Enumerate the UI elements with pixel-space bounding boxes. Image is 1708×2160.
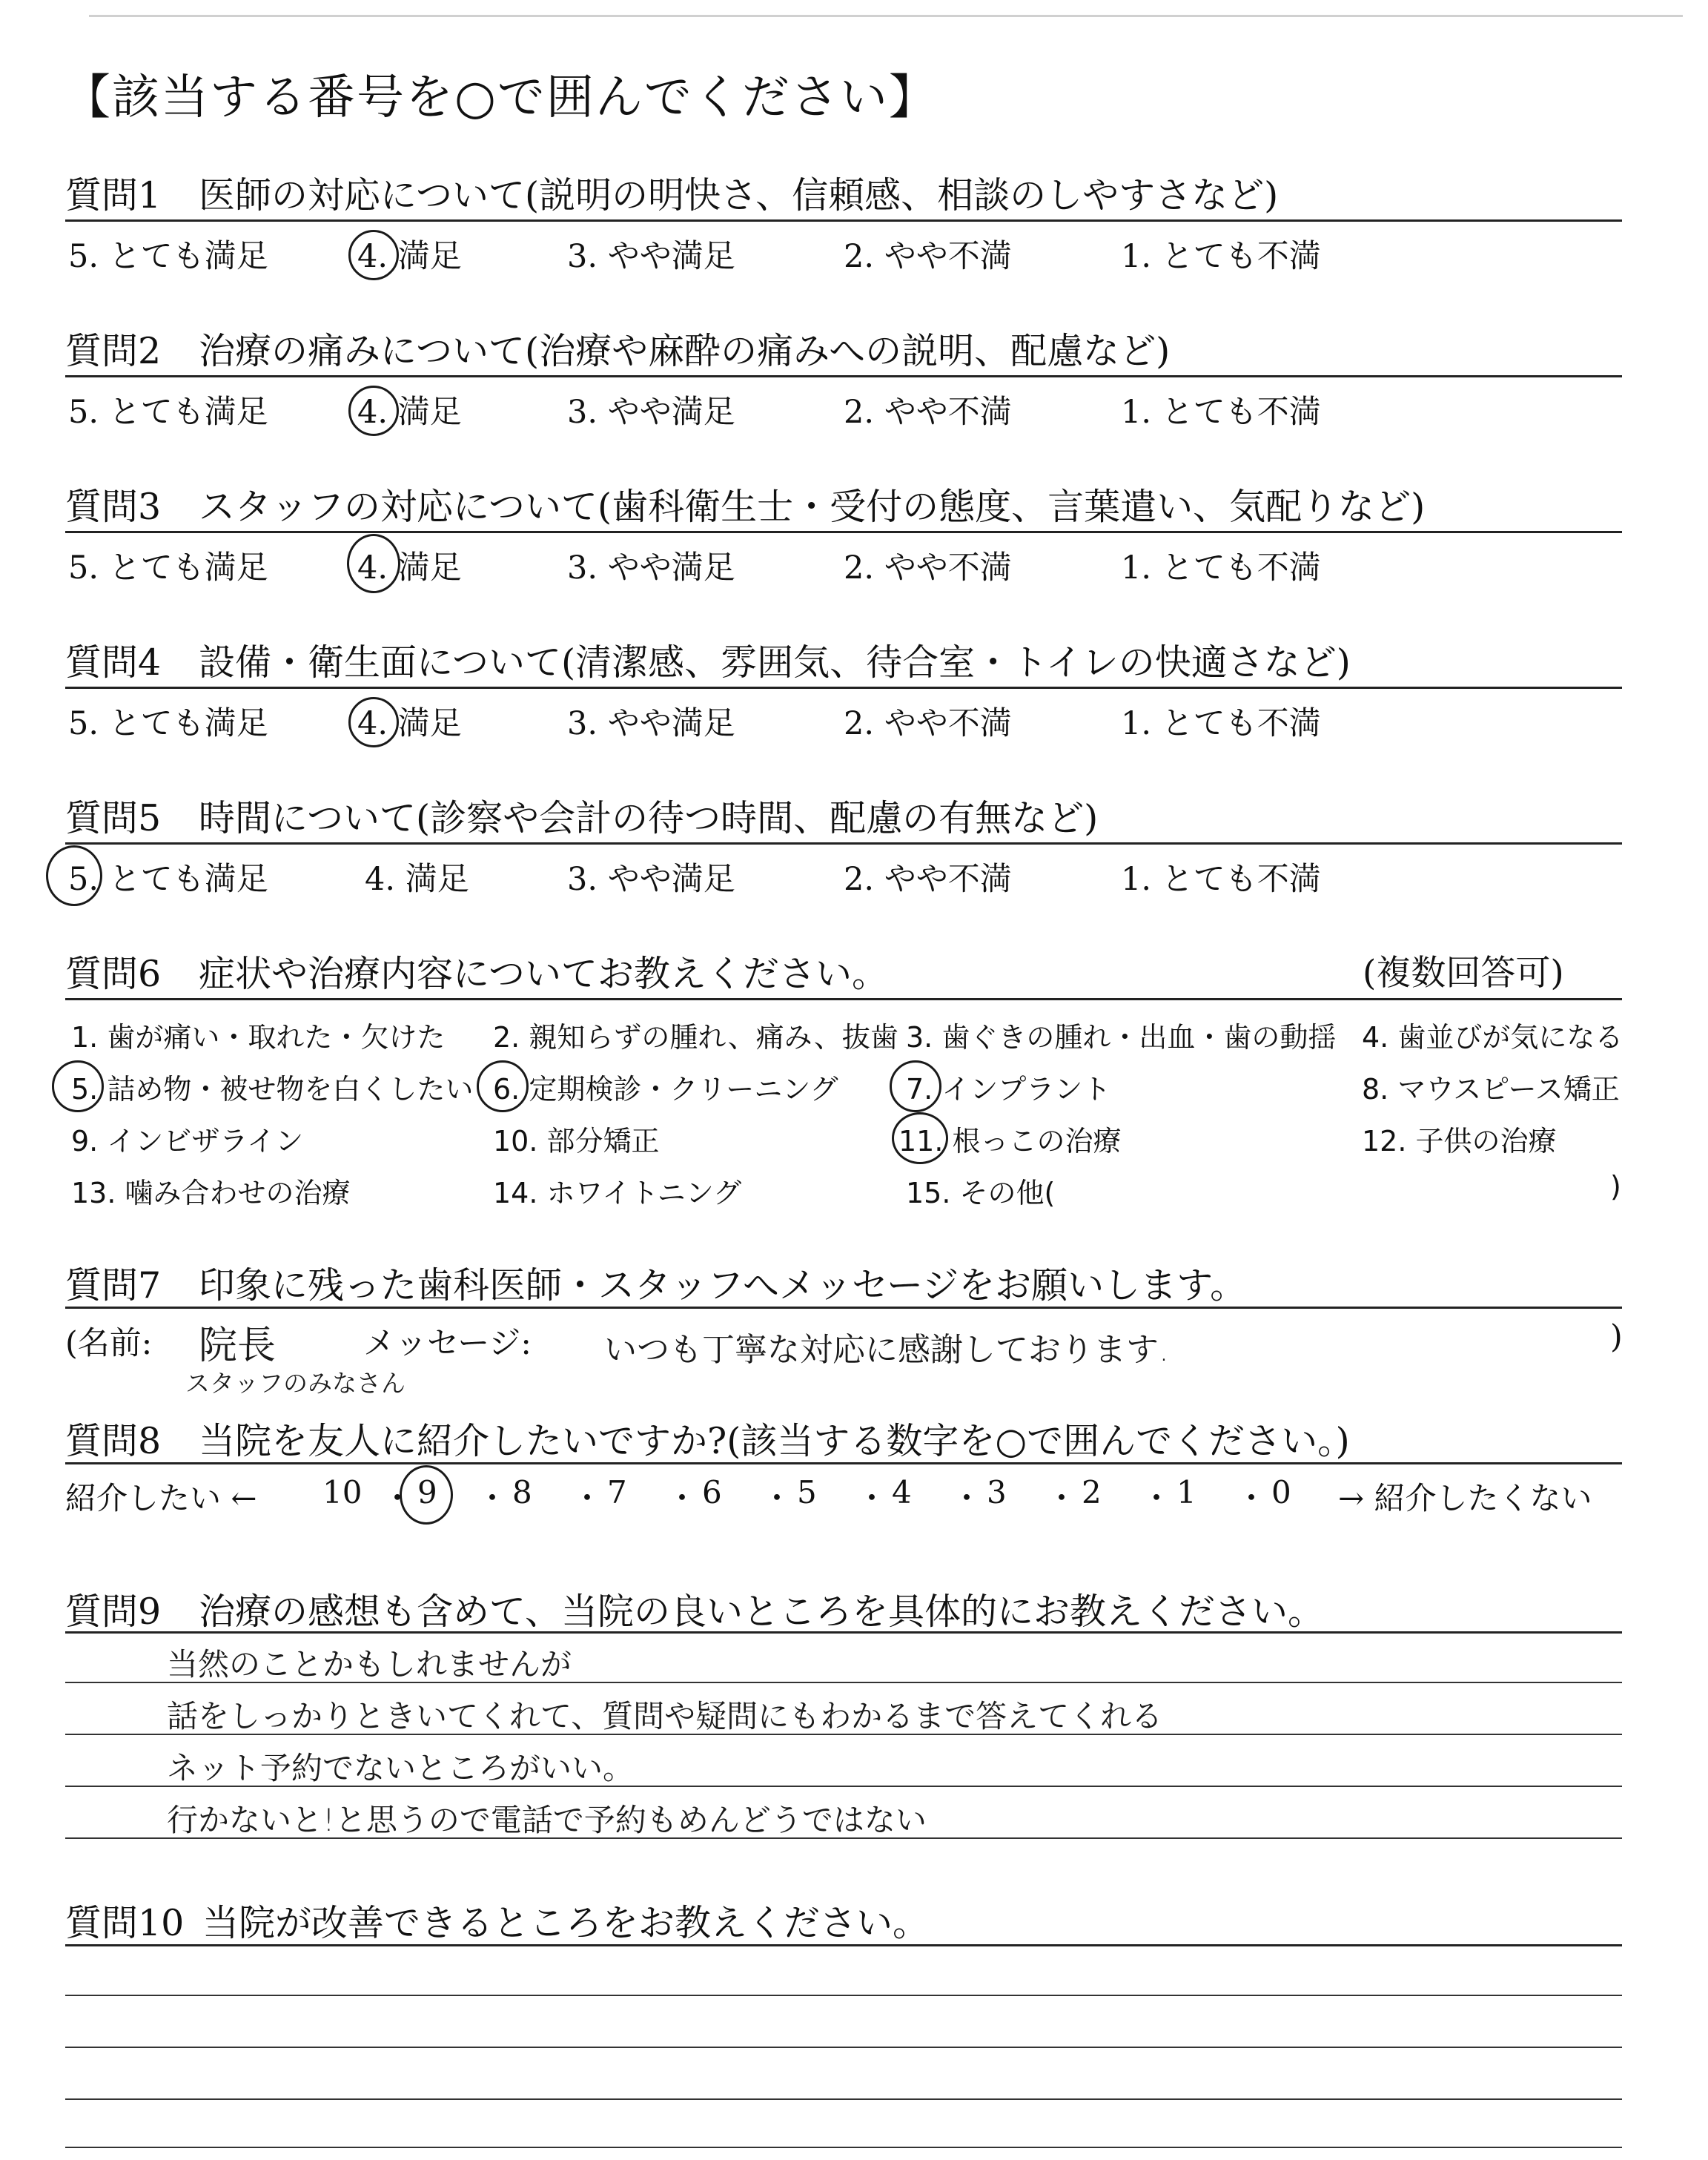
question-6-note: (複数回答可) [1363, 953, 1564, 994]
q7-handwritten-message[interactable]: いつも丁寧な対応に感謝しております. [604, 1331, 1169, 1369]
q6-option-11[interactable]: 11. 根っこの治療 [898, 1125, 1122, 1157]
q8-scale-option-10[interactable]: 10 [322, 1474, 363, 1510]
q6-selected-circle-11 [892, 1112, 948, 1164]
q8-selected-circle [400, 1465, 453, 1525]
question-9-heading [65, 1583, 1324, 1635]
question-3-text: スタッフの対応について(歯科衛生士・受付の態度、言葉遣い、気配りなど) [199, 486, 1426, 528]
question-4-label: 質問4 [65, 641, 162, 684]
q2-selected-circle [348, 386, 399, 436]
q8-scale-option-8[interactable]: 8 [512, 1474, 532, 1510]
q6-option-9[interactable]: 9. インビザライン [71, 1125, 304, 1157]
q8-scale-separator: ・ [572, 1480, 603, 1516]
q8-scale-separator: ・ [856, 1480, 888, 1516]
q5-selected-circle [46, 845, 102, 906]
q9-answer-line[interactable]: 当然のことかもしれませんが [167, 1646, 572, 1682]
question-4-heading [65, 634, 1351, 686]
question-3-heading [65, 478, 1425, 530]
question-2-heading [65, 323, 1170, 374]
q4-option-5[interactable]: 5. とても満足 [68, 705, 268, 742]
question-7-rule [65, 1307, 1622, 1309]
question-2-rule [65, 375, 1622, 377]
q8-left-label: 紹介したい ← [65, 1480, 257, 1516]
q6-option-4[interactable]: 4. 歯並びが気になる [1362, 1021, 1623, 1054]
q8-scale-option-9[interactable]: 9 [417, 1474, 437, 1510]
form-title: 【該当する番号を○で囲んでください】 [63, 70, 938, 125]
q8-scale-separator: ・ [1236, 1480, 1268, 1516]
q4-option-4[interactable]: 4. 満足 [357, 705, 462, 742]
question-5-label: 質問5 [65, 797, 162, 839]
q8-scale-option-3[interactable]: 3 [987, 1474, 1007, 1510]
question-1-rule [65, 219, 1622, 222]
q6-option-12[interactable]: 12. 子供の治療 [1362, 1125, 1557, 1157]
q6-option-7[interactable]: 7. インプラント [906, 1073, 1111, 1106]
q6-option-5[interactable]: 5. 詰め物・被せ物を白くしたい [71, 1073, 474, 1106]
q7-close-paren: ) [1610, 1318, 1623, 1355]
question-7-label: 質問7 [65, 1264, 162, 1307]
q10-write-line[interactable] [65, 1995, 1622, 1996]
q7-handwritten-name-2: スタッフのみなさん [185, 1369, 406, 1398]
question-1-label: 質問1 [65, 174, 162, 217]
q4-option-3[interactable]: 3. やや満足 [567, 705, 735, 742]
q2-option-3[interactable]: 3. やや満足 [567, 394, 735, 431]
q8-scale-option-7[interactable]: 7 [607, 1474, 627, 1510]
q5-option-4[interactable]: 4. 満足 [365, 861, 469, 898]
q9-answer-line[interactable]: ネット予約でないところがいい。 [167, 1750, 635, 1786]
q6-option-8[interactable]: 8. マウスピース矯正 [1362, 1073, 1620, 1106]
q8-scale-separator: ・ [1141, 1480, 1173, 1516]
q1-option-1[interactable]: 1. とても不満 [1121, 238, 1321, 275]
question-3-label: 質問3 [65, 486, 162, 528]
question-10-label: 質問10 [65, 1902, 185, 1944]
q5-option-1[interactable]: 1. とても不満 [1121, 861, 1321, 898]
q1-selected-circle [348, 230, 399, 280]
q6-option-15-close: ) [1610, 1170, 1621, 1203]
question-8-label: 質問8 [65, 1420, 162, 1462]
q2-option-2[interactable]: 2. やや不満 [844, 394, 1012, 431]
q8-scale-separator: ・ [1046, 1480, 1078, 1516]
question-9-text: 治療の感想も含めて、当院の良いところを具体的にお教えください。 [199, 1591, 1325, 1633]
q5-option-2[interactable]: 2. やや不満 [844, 861, 1012, 898]
q6-option-6[interactable]: 6. 定期検診・クリーニング [493, 1073, 838, 1106]
q6-option-15[interactable]: 15. その他( [906, 1177, 1056, 1209]
question-10-heading [65, 1895, 929, 1946]
q8-scale-separator: ・ [477, 1480, 509, 1516]
q6-option-3[interactable]: 3. 歯ぐきの腫れ・出血・歯の動揺 [906, 1021, 1337, 1054]
q6-option-14[interactable]: 14. ホワイトニング [493, 1177, 742, 1209]
question-2-label: 質問2 [65, 330, 162, 372]
q6-selected-circle-6 [477, 1060, 529, 1112]
q6-option-1[interactable]: 1. 歯が痛い・取れた・欠けた [71, 1021, 446, 1054]
q2-option-4[interactable]: 4. 満足 [357, 394, 462, 431]
question-1-text: 医師の対応について(説明の明快さ、信頼感、相談のしやすさなど) [199, 174, 1279, 217]
question-2-text: 治療の痛みについて(治療や麻酔の痛みへの説明、配慮など) [199, 330, 1171, 372]
q3-option-2[interactable]: 2. やや不満 [844, 549, 1012, 587]
q5-option-3[interactable]: 3. やや満足 [567, 861, 735, 898]
question-6-heading [65, 945, 888, 997]
q10-write-line[interactable] [65, 2147, 1622, 2148]
q1-option-2[interactable]: 2. やや不満 [844, 238, 1012, 275]
q10-write-line[interactable] [65, 2098, 1622, 2100]
question-8-heading [65, 1413, 1350, 1464]
q6-option-2[interactable]: 2. 親知らずの腫れ、痛み、抜歯 [493, 1021, 898, 1054]
question-10-text: 当院が改善できるところをお教えください。 [202, 1902, 930, 1944]
q8-scale-separator: ・ [666, 1480, 698, 1516]
question-6-text: 症状や治療内容についてお教えください。 [199, 953, 889, 995]
q8-scale-option-2[interactable]: 2 [1082, 1474, 1102, 1510]
question-1-heading [65, 167, 1278, 219]
question-8-rule [65, 1462, 1622, 1464]
q8-scale-option-0[interactable]: 0 [1271, 1474, 1291, 1510]
q1-option-5[interactable]: 5. とても満足 [68, 238, 268, 275]
question-3-rule [65, 531, 1622, 533]
q7-name-label: (名前: [65, 1325, 153, 1362]
question-7-text: 印象に残った歯科医師・スタッフへメッセージをお願いします。 [199, 1264, 1247, 1307]
question-4-text: 設備・衛生面について(清潔感、雰囲気、待合室・トイレの快適さなど) [199, 641, 1351, 684]
q8-scale-separator: ・ [382, 1480, 414, 1516]
page-top-edge [89, 15, 1683, 17]
q6-option-10[interactable]: 10. 部分矯正 [493, 1125, 660, 1157]
q5-option-5[interactable]: 5. とても満足 [68, 861, 268, 898]
q3-option-3[interactable]: 3. やや満足 [567, 549, 735, 587]
question-9-rule [65, 1631, 1622, 1634]
question-9-label: 質問9 [65, 1591, 162, 1633]
q3-option-1[interactable]: 1. とても不満 [1121, 549, 1321, 587]
q3-option-5[interactable]: 5. とても満足 [68, 549, 268, 587]
q8-scale-option-1[interactable]: 1 [1176, 1474, 1196, 1510]
q6-selected-circle-7 [890, 1060, 941, 1112]
q9-answer-line[interactable]: 行かないと!と思うので電話で予約もめんどうではない [167, 1802, 927, 1838]
question-10-rule [65, 1944, 1622, 1946]
q6-option-13[interactable]: 13. 噛み合わせの治療 [71, 1177, 351, 1209]
q8-scale-separator: ・ [761, 1480, 793, 1516]
question-8-text: 当院を友人に紹介したいですか?(該当する数字を○で囲んでください。) [199, 1420, 1350, 1462]
q1-option-4[interactable]: 4. 満足 [357, 238, 462, 275]
q8-scale-option-4[interactable]: 4 [892, 1474, 912, 1510]
q7-handwritten-name: 院長 [199, 1324, 277, 1368]
q8-scale-separator: ・ [951, 1480, 983, 1516]
q2-option-5[interactable]: 5. とても満足 [68, 394, 268, 431]
question-7-heading [65, 1257, 1246, 1309]
q10-write-line[interactable] [65, 2047, 1622, 2048]
q8-scale-option-6[interactable]: 6 [702, 1474, 722, 1510]
q3-selected-circle [347, 534, 400, 593]
q8-right-label: → 紹介したくない [1338, 1480, 1592, 1516]
q7-message-label: メッセージ: [363, 1325, 532, 1362]
q8-scale-option-5[interactable]: 5 [797, 1474, 817, 1510]
question-4-rule [65, 687, 1622, 689]
question-5-heading [65, 790, 1098, 842]
q1-option-3[interactable]: 3. やや満足 [567, 238, 735, 275]
q6-selected-circle-5 [52, 1060, 104, 1112]
q4-option-2[interactable]: 2. やや不満 [844, 705, 1012, 742]
question-6-label: 質問6 [65, 953, 162, 995]
question-5-rule [65, 842, 1622, 845]
q3-option-4[interactable]: 4. 満足 [357, 549, 462, 587]
q2-option-1[interactable]: 1. とても不満 [1121, 394, 1321, 431]
q9-answer-line[interactable]: 話をしっかりときいてくれて、質問や疑問にもわかるまで答えてくれる [167, 1698, 1163, 1734]
question-6-rule [65, 998, 1622, 1000]
q4-selected-circle [348, 697, 399, 747]
question-5-text: 時間について(診察や会計の待つ時間、配慮の有無など) [199, 797, 1099, 839]
q4-option-1[interactable]: 1. とても不満 [1121, 705, 1321, 742]
